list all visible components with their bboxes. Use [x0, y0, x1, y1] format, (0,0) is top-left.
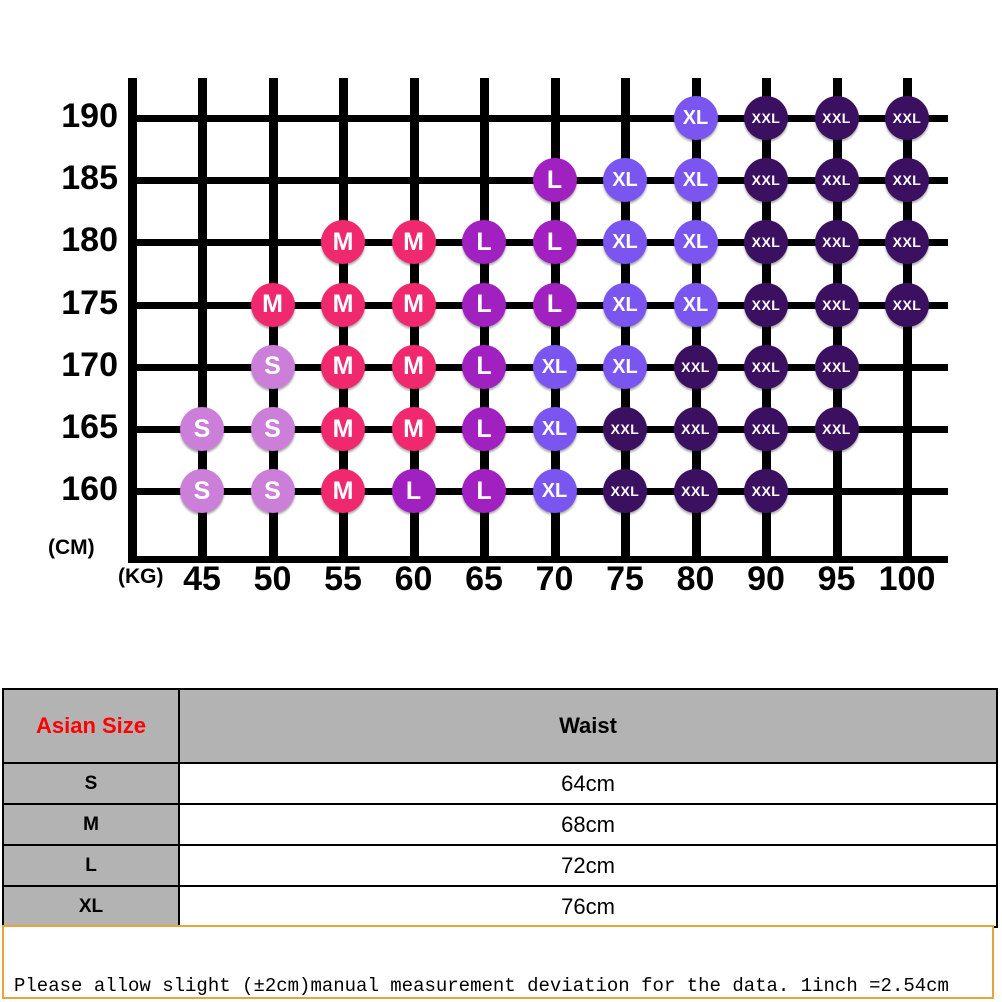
table-cell-size: S [3, 763, 179, 804]
size-dot: XL [674, 96, 718, 140]
table-header-row [3, 689, 997, 763]
x-axis-tick: 45 [183, 560, 221, 598]
size-dot: XXL [674, 345, 718, 389]
x-axis-tick: 80 [676, 560, 715, 598]
size-dot: L [392, 469, 436, 513]
size-dot: M [321, 345, 365, 389]
size-dot: XL [533, 407, 577, 451]
table-row [3, 845, 997, 886]
size-dot: XXL [744, 96, 788, 140]
size-dot: S [180, 469, 224, 513]
table-cell-waist: 72cm [179, 845, 997, 886]
size-dot: XXL [744, 220, 788, 264]
size-dot: XXL [744, 345, 788, 389]
x-axis-tick: 75 [606, 560, 644, 598]
x-axis-tick: 60 [394, 560, 433, 598]
size-dot: XXL [815, 283, 859, 327]
y-axis-tick: 175 [61, 283, 118, 322]
size-dot: XXL [885, 283, 929, 327]
x-axis-tick: 90 [747, 560, 785, 598]
table-cell-waist: 68cm [179, 804, 997, 845]
table-header-waist: Waist [179, 689, 997, 763]
table-row [3, 804, 997, 845]
x-axis-tick: 50 [253, 560, 292, 598]
table-header-asian-size: Asian Size [3, 689, 179, 763]
x-axis-tick: 95 [817, 560, 856, 598]
size-dot: XXL [674, 407, 718, 451]
size-dot: L [533, 220, 577, 264]
size-dot: M [321, 283, 365, 327]
size-dot: L [533, 283, 577, 327]
grid-line-vertical [128, 78, 137, 563]
size-dot: M [392, 220, 436, 264]
x-axis-unit-label: (KG) [118, 565, 164, 588]
table-body [3, 763, 997, 927]
size-dot: XXL [885, 220, 929, 264]
size-dot: L [462, 220, 506, 264]
size-dot: S [251, 407, 295, 451]
size-dot: S [251, 345, 295, 389]
size-dot: S [251, 469, 295, 513]
size-dot: M [392, 407, 436, 451]
size-dot: XXL [674, 469, 718, 513]
size-dot: XL [533, 345, 577, 389]
size-dot: M [321, 407, 365, 451]
size-dot: L [462, 469, 506, 513]
size-dot: XXL [744, 283, 788, 327]
y-axis-tick: 165 [61, 408, 118, 446]
size-dot: XXL [815, 345, 859, 389]
size-dot: M [392, 345, 436, 389]
size-dot: XXL [744, 407, 788, 451]
y-axis-tick: 160 [61, 470, 118, 509]
table-cell-waist: 64cm [179, 763, 997, 804]
table-cell-size: M [3, 804, 179, 845]
size-dot: M [392, 283, 436, 327]
size-table [2, 688, 998, 928]
size-dot: M [321, 220, 365, 264]
size-dot: L [462, 407, 506, 451]
size-dot: XXL [885, 158, 929, 202]
table-cell-waist: 76cm [179, 886, 997, 927]
size-dot: M [321, 469, 365, 513]
table-row [3, 886, 997, 927]
size-dot: XXL [885, 96, 929, 140]
y-axis-tick: 190 [61, 97, 118, 135]
y-axis-tick: 185 [61, 159, 118, 198]
table-row [3, 763, 997, 804]
y-axis-tick: 170 [61, 345, 118, 384]
x-axis-tick: 70 [535, 560, 574, 598]
size-dot: L [533, 158, 577, 202]
size-dot: XXL [603, 469, 647, 513]
y-axis-tick: 180 [61, 221, 118, 260]
note-text: Please allow slight (±2cm)manual measurement deviation for the data. 1inch =2.54cm [14, 975, 949, 997]
size-dot: M [251, 283, 295, 327]
x-axis-tick: 55 [324, 560, 362, 598]
size-dot: XL [603, 158, 647, 202]
x-axis-tick: 100 [878, 560, 936, 598]
size-dot: XL [533, 469, 577, 513]
size-dot: S [180, 407, 224, 451]
size-dot: XXL [815, 96, 859, 140]
size-dot: XXL [744, 469, 788, 513]
size-dot: XL [603, 283, 647, 327]
y-axis-unit-label: (CM) [48, 536, 95, 559]
size-dot: XL [603, 345, 647, 389]
size-dot: XXL [603, 407, 647, 451]
size-dot: XL [674, 283, 718, 327]
size-dot: XXL [744, 158, 788, 202]
size-dot: L [462, 345, 506, 389]
size-dot: XXL [815, 407, 859, 451]
size-dot: L [462, 283, 506, 327]
table-cell-size: XL [3, 886, 179, 927]
x-axis-tick: 65 [465, 560, 503, 598]
size-dot: XL [603, 220, 647, 264]
size-dot: XXL [815, 220, 859, 264]
size-dot: XXL [815, 158, 859, 202]
size-dot: XL [674, 220, 718, 264]
size-dot: XL [674, 158, 718, 202]
table-cell-size: L [3, 845, 179, 886]
